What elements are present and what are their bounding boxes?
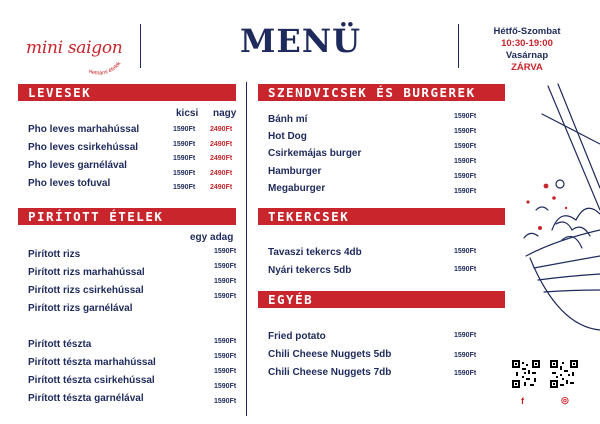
- price-large: 2490Ft: [210, 126, 233, 133]
- price: 1590Ft: [454, 370, 477, 377]
- price: 1590Ft: [454, 158, 477, 165]
- price-large: 2490Ft: [210, 170, 233, 177]
- menu-item: Fried potato: [268, 331, 326, 342]
- menu-item: Hot Dog: [268, 131, 307, 142]
- opening-hours: [462, 26, 592, 74]
- menu-item: Pirított rizs: [28, 249, 81, 260]
- hours-sunday: Vasárnap: [505, 50, 549, 61]
- price: 1590Ft: [454, 248, 477, 255]
- menu-item: Pirított tészta marhahússal: [28, 357, 156, 368]
- menu-item: Chili Cheese Nuggets 7db: [268, 367, 392, 378]
- price: 1590Ft: [454, 352, 477, 359]
- col-head-small: kicsi: [176, 108, 199, 119]
- qr-code-icon: [512, 360, 540, 388]
- menu-item: Csirkemájas burger: [268, 148, 362, 159]
- menu-item: Bánh mí: [268, 114, 308, 125]
- section-header-tekercs: TEKERCSEK: [258, 208, 505, 225]
- price: 1590Ft: [454, 143, 477, 150]
- price-small: 1590Ft: [173, 126, 196, 133]
- menu-item: Megaburger: [268, 183, 326, 194]
- price: 1590Ft: [214, 383, 237, 390]
- price: 1590Ft: [454, 113, 477, 120]
- section-header-szendvics: SZENDVICSEK ÉS BURGEREK: [258, 84, 505, 101]
- price: 1590Ft: [214, 278, 237, 285]
- menu-item: Chili Cheese Nuggets 5db: [268, 349, 392, 360]
- logo-text: mini saigon: [26, 38, 123, 58]
- price-small: 1590Ft: [173, 155, 196, 162]
- col-head-large: nagy: [213, 108, 237, 119]
- menu-item: Pho leves garnélával: [28, 160, 127, 171]
- menu-item: Pirított rizs garnélával: [28, 303, 133, 314]
- menu-item: Tavaszi tekercs 4db: [268, 247, 362, 258]
- price: 1590Ft: [214, 338, 237, 345]
- price-small: 1590Ft: [173, 184, 196, 191]
- menu-item: Pirított tészta garnélával: [28, 393, 144, 404]
- price: 1590Ft: [454, 332, 477, 339]
- menu-item: Nyári tekercs 5db: [268, 265, 352, 276]
- price-large: 2490Ft: [210, 184, 233, 191]
- menu-item: Pho leves tofuval: [28, 178, 111, 189]
- price-small: 1590Ft: [173, 170, 196, 177]
- price: 1590Ft: [454, 128, 477, 135]
- price: 1590Ft: [214, 263, 237, 270]
- price: 1590Ft: [454, 173, 477, 180]
- section-header-levesek: LEVESEK: [18, 84, 236, 101]
- facebook-icon[interactable]: f: [521, 396, 524, 406]
- logo-arc-text: vietnámi ételek: [87, 60, 123, 77]
- header-divider-left: [140, 24, 141, 68]
- noodle-bowl-illustration: [516, 80, 600, 340]
- price: 1590Ft: [214, 248, 237, 255]
- price: 1590Ft: [454, 266, 477, 273]
- price: 1590Ft: [214, 353, 237, 360]
- instagram-icon[interactable]: ◎: [561, 395, 569, 405]
- logo: [26, 28, 136, 78]
- price: 1590Ft: [214, 398, 237, 405]
- section-header-piritott: PIRÍTOTT ÉTELEK: [18, 208, 236, 225]
- page-title: MENÜ: [240, 22, 361, 60]
- price: 1590Ft: [454, 188, 477, 195]
- section-header-egyeb: EGYÉB: [258, 291, 505, 308]
- hours-closed: ZÁRVA: [511, 62, 543, 73]
- price-large: 2490Ft: [210, 141, 233, 148]
- menu-item: Pho leves csirkehússal: [28, 142, 139, 153]
- price: 1590Ft: [214, 293, 237, 300]
- hours-time: 10:30-19:00: [501, 38, 553, 49]
- menu-item: Pho leves marhahússal: [28, 124, 140, 135]
- qr-code-icon: [550, 360, 578, 388]
- price: 1590Ft: [214, 368, 237, 375]
- price-small: 1590Ft: [173, 141, 196, 148]
- price-large: 2490Ft: [210, 155, 233, 162]
- hours-days: Hétfő-Szombat: [493, 26, 561, 37]
- menu-item: Hamburger: [268, 166, 322, 177]
- menu-item: Pirított rizs csirkehússal: [28, 285, 144, 296]
- menu-item: Pirított tészta: [28, 339, 92, 350]
- menu-item: Pirított rizs marhahússal: [28, 267, 145, 278]
- column-divider: [246, 82, 247, 416]
- header-divider-right: [458, 24, 459, 68]
- menu-item: Pirított tészta csirkehússal: [28, 375, 155, 386]
- col-head-portion: egy adag: [190, 232, 234, 243]
